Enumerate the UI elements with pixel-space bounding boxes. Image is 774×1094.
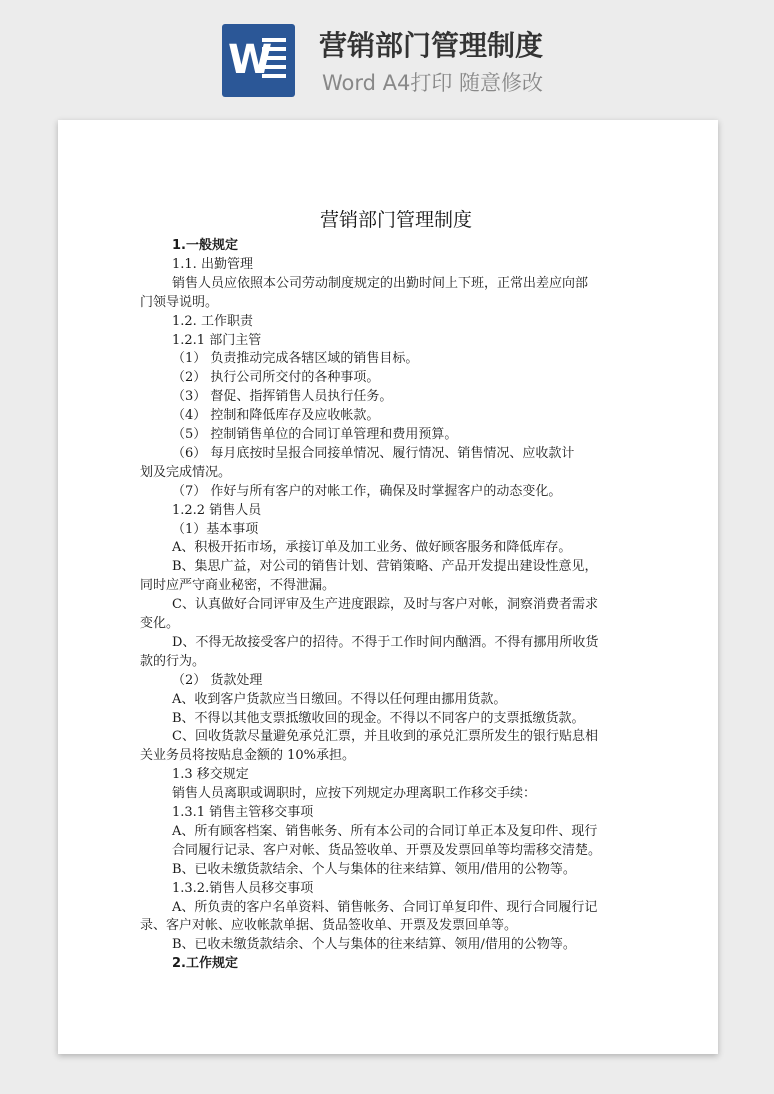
header-banner — [0, 0, 774, 118]
word-letter: W — [228, 37, 273, 83]
paragraph-line: （2） 货款处理 — [172, 672, 263, 688]
paragraph-line: 1.3.1 销售主管移交事项 — [172, 805, 314, 820]
paragraph-line: 1.2.1 部门主管 — [172, 332, 262, 348]
paragraph-line: C、回收货款尽量避免承兑汇票，并且收到的承兑汇票所发生的银行贴息相 — [172, 729, 598, 745]
paragraph-line: B、已收未缴货款结余、个人与集体的往来结算、领用/借用的公物等。 — [172, 861, 576, 877]
paragraph-line: 同时应严守商业秘密，不得泄漏。 — [140, 578, 336, 594]
paragraph-line: 销售人员应依照本公司劳动制度规定的出勤时间上下班，正常出差应向部 — [172, 275, 589, 291]
paragraph-line: （1）基本事项 — [172, 521, 259, 537]
paragraph-line: 1.2. 工作职责 — [172, 313, 253, 329]
paragraph-line: A、积极开拓市场，承接订单及加工业务、做好顾客服务和降低库存。 — [172, 540, 572, 556]
paragraph-line: 销售人员离职或调职时，应按下列规定办理离职工作移交手续： — [172, 786, 537, 802]
paragraph-line: （3） 督促、指挥销售人员执行任务。 — [172, 389, 393, 405]
paragraph-line: （1） 负责推动完成各辖区域的销售目标。 — [172, 351, 419, 367]
paragraph-line: 款的行为。 — [140, 653, 206, 669]
paragraph-line: （4） 控制和降低库存及应收帐款。 — [172, 408, 380, 424]
document-title: 营销部门管理制度 — [320, 209, 473, 231]
paragraph-line: A、所负责的客户名单资料、销售帐务、合同订单复印件、现行合同履行记 — [172, 899, 598, 915]
paragraph-line: 1.3.2.销售人员移交事项 — [172, 880, 314, 896]
paragraph-line: D、不得无故接受客户的招待。不得于工作时间内酗酒。不得有挪用所收货 — [172, 634, 599, 650]
banner-subtitle: Word A4打印 随意修改 — [322, 71, 544, 95]
paragraph-line: （7） 作好与所有客户的对帐工作，确保及时掌握客户的动态变化。 — [172, 483, 562, 499]
document-page — [58, 120, 718, 1054]
paragraph-line: B、已收未缴货款结余、个人与集体的往来结算、领用/借用的公物等。 — [172, 937, 576, 953]
paragraph-line: 1.2.2 销售人员 — [172, 502, 262, 518]
paragraph-line: （5） 控制销售单位的合同订单管理和费用预算。 — [172, 427, 458, 442]
word-document-icon — [222, 24, 295, 97]
paragraph-line: C、认真做好合同评审及生产进度跟踪，及时与客户对帐，洞察消费者需求 — [172, 597, 598, 613]
banner-title: 营销部门管理制度 — [319, 29, 544, 62]
section-heading: 2.工作规定 — [172, 956, 238, 972]
paragraph-line: 划及完成情况。 — [140, 464, 232, 480]
paragraph-line: A、所有顾客档案、销售帐务、所有本公司的合同订单正本及复印件、现行 — [172, 823, 598, 839]
paragraph-line: B、集思广益，对公司的销售计划、营销策略、产品开发提出建设性意见， — [172, 559, 598, 575]
paragraph-line: 合同履行记录、客户对帐、货品签收单、开票及发票回单等均需移交清楚。 — [172, 842, 602, 858]
paragraph-line: 关业务员将按贴息金额的 10%承担。 — [140, 748, 356, 764]
paragraph-line: （6） 每月底按时呈报合同接单情况、履行情况、销售情况、应收款计 — [172, 445, 575, 461]
paragraph-line: 门领导说明。 — [140, 294, 219, 310]
section-heading: 1.一般规定 — [172, 238, 238, 253]
paragraph-line: B、不得以其他支票抵缴收回的现金。不得以不同客户的支票抵缴货款。 — [172, 710, 585, 726]
paragraph-line: 录、客户对帐、应收帐款单据、货品签收单、开票及发票回单等。 — [140, 918, 518, 934]
paragraph-line: （2） 执行公司所交付的各种事项。 — [172, 370, 380, 386]
paragraph-line: 1.3 移交规定 — [172, 767, 249, 783]
paragraph-line: 变化。 — [140, 616, 180, 631]
paragraph-line: A、收到客户货款应当日缴回。不得以任何理由挪用货款。 — [172, 691, 507, 707]
paragraph-line: 1.1. 出勤管理 — [172, 256, 253, 272]
